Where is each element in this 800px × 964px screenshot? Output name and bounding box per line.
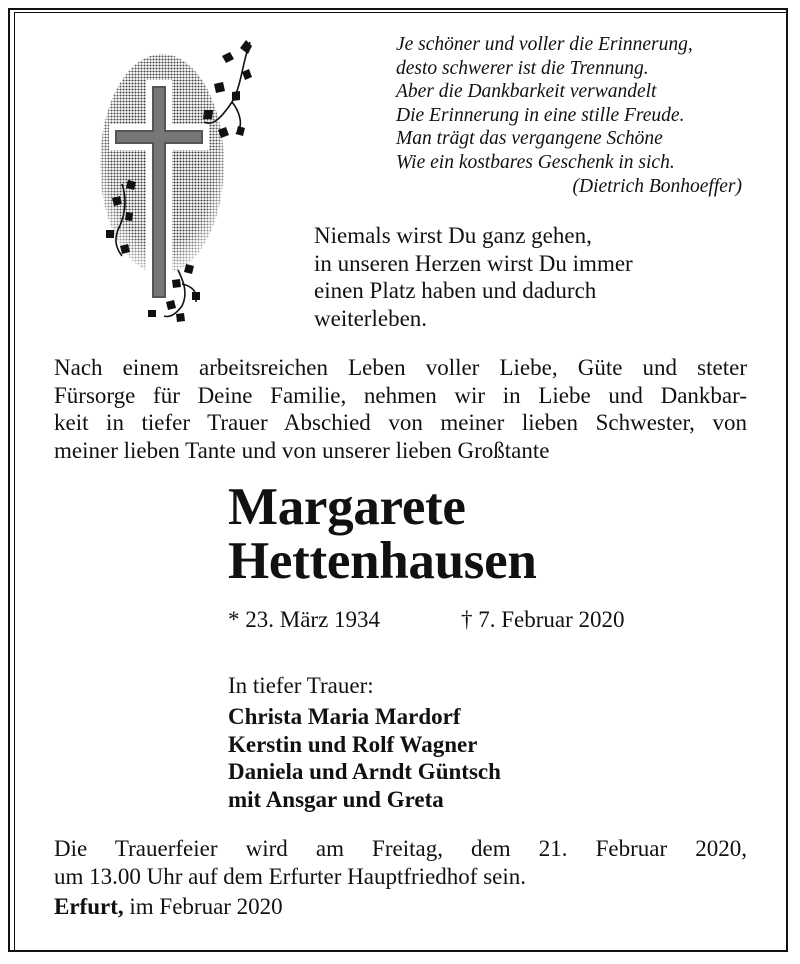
deceased-last-name: Hettenhausen [228, 532, 537, 590]
verse-line: in unseren Herzen wirst Du immer [314, 250, 633, 276]
announcement-line: Fürsorge für Deine Familie, nehmen wir in Liebe und Dankbar- [54, 382, 747, 408]
funeral-line: um 13.00 Uhr auf dem Erfurter Hauptfriedhof sein. [54, 863, 526, 889]
poem-line: Je schöner und voller die Erinnerung, [396, 34, 693, 55]
place-city: Erfurt, [54, 894, 124, 919]
announcement-line: keit in tiefer Trauer Abschied von meiner lieben Schwester, von [54, 410, 747, 436]
cross-with-ivy-icon [92, 34, 262, 324]
poem-line: desto schwerer ist die Trennung. [396, 57, 649, 79]
announcement-line: meiner lieben Tante und von unserer lieben Großtante [54, 437, 550, 463]
mourner-name: mit Ansgar und Greta [228, 786, 444, 812]
verse-line: weiterleben. [314, 305, 428, 331]
announcement-paragraph [54, 354, 747, 464]
poem-line: Aber die Dankbarkeit verwandelt [396, 81, 657, 103]
mourners-list [228, 703, 501, 813]
mourners-label: In tiefer Trauer: [228, 673, 374, 698]
birth-date: * 23. März 1934 [228, 607, 381, 632]
place-date-text: im Februar 2020 [129, 894, 283, 919]
poem-line: Die Erinnerung in eine stille Freude. [396, 104, 685, 126]
life-dates [228, 606, 668, 634]
mourner-name: Kerstin und Rolf Wagner [228, 731, 478, 757]
poem-line: Wie ein kostbares Geschenk in sich. [396, 151, 675, 173]
poem-line: Man trägt das vergangene Schöne [396, 128, 663, 150]
verse-block [314, 222, 734, 332]
funeral-info [54, 835, 747, 890]
death-date: † 7. Februar 2020 [461, 607, 625, 632]
verse-line: Niemals wirst Du ganz gehen, [314, 223, 592, 248]
mourner-name: Christa Maria Mardorf [228, 704, 461, 729]
poem-author: (Dietrich Bonhoeffer) [572, 175, 742, 197]
funeral-line: Die Trauerfeier wird am Freitag, dem 21. Februar 2020, [54, 836, 747, 861]
deceased-name [228, 480, 537, 588]
mourner-name: Daniela und Arndt Güntsch [228, 759, 501, 785]
verse-line: einen Platz haben und dadurch [314, 278, 597, 304]
place-date [54, 893, 283, 921]
deceased-first-name: Margarete [228, 478, 466, 536]
announcement-line: Nach einem arbeitsreichen Leben voller Liebe, Güte und steter [54, 355, 747, 380]
poem-block [396, 33, 756, 198]
